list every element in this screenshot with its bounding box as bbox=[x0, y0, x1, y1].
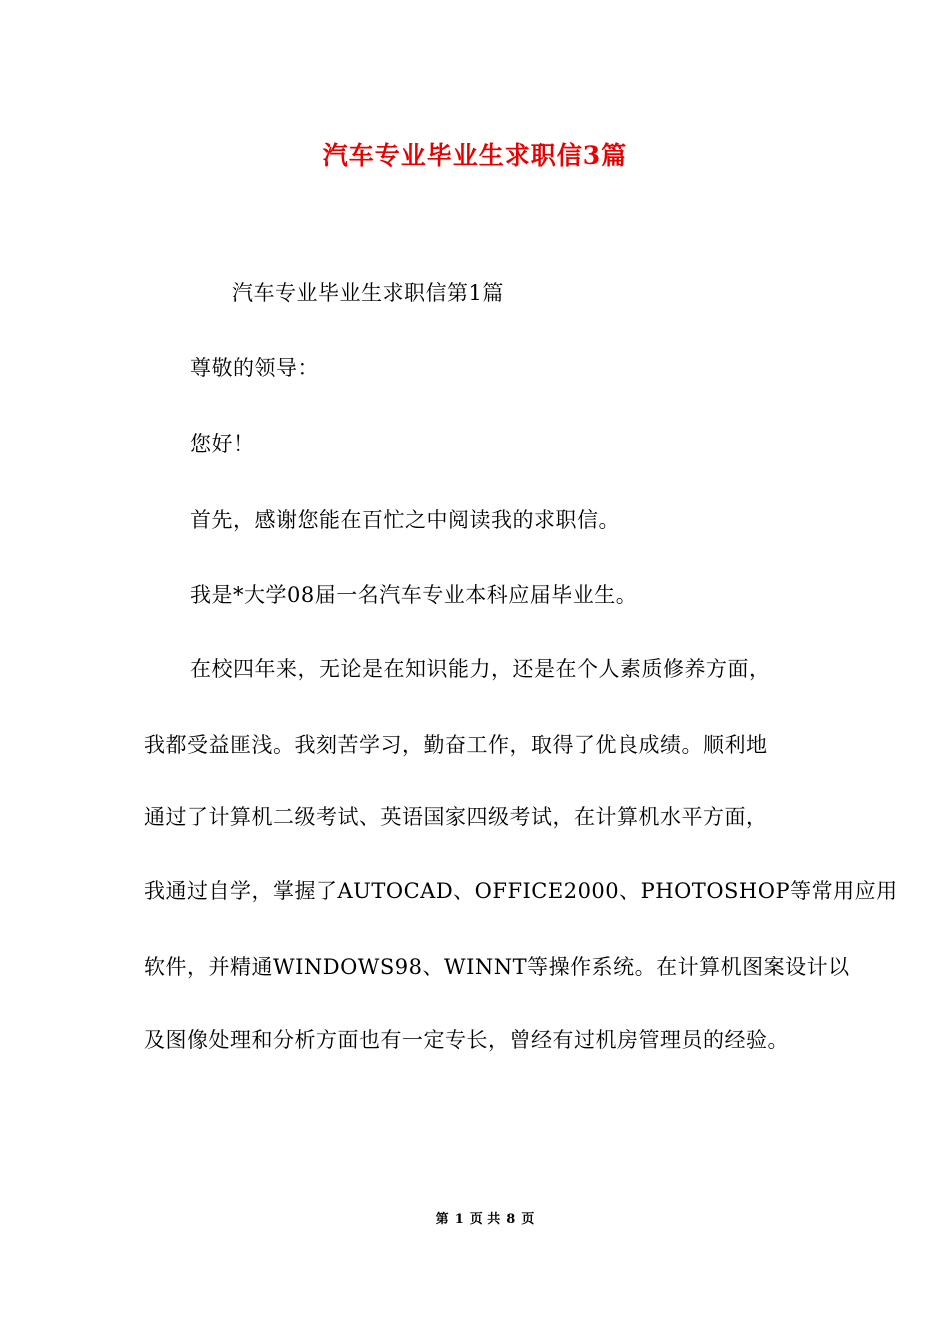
paragraph-line: 在校四年来，无论是在知识能力，还是在个人素质修养方面， bbox=[190, 657, 771, 681]
document-title: 汽车专业毕业生求职信3篇 bbox=[322, 141, 628, 170]
footer-middle: 页 共 bbox=[469, 1212, 501, 1227]
section-heading: 汽车专业毕业生求职信第1篇 bbox=[232, 281, 504, 305]
footer-prefix: 第 bbox=[435, 1212, 449, 1227]
paragraph-line: 我是*大学08届一名汽车专业本科应届毕业生。 bbox=[190, 583, 638, 607]
paragraph-line: 及图像处理和分析方面也有一定专长，曾经有过机房管理员的经验。 bbox=[144, 1028, 789, 1052]
paragraph-line: 通过了计算机二级考试、英语国家四级考试，在计算机水平方面， bbox=[144, 805, 768, 829]
salutation: 尊敬的领导： bbox=[190, 356, 319, 380]
page-footer bbox=[0, 1208, 950, 1227]
paragraph-line: 软件，并精通WINDOWS98、WINNT等操作系统。在计算机图案设计以 bbox=[144, 955, 850, 979]
greeting: 您好！ bbox=[190, 432, 255, 456]
footer-total-pages: 8 bbox=[506, 1212, 516, 1227]
footer-suffix: 页 bbox=[521, 1212, 535, 1227]
footer-page-number: 1 bbox=[454, 1212, 464, 1227]
paragraph-line: 我通过自学，掌握了AUTOCAD、OFFICE2000、PHOTOSHOP等常用应用 bbox=[144, 879, 898, 903]
paragraph-line: 首先，感谢您能在百忙之中阅读我的求职信。 bbox=[190, 508, 620, 532]
paragraph-line: 我都受益匪浅。我刻苦学习，勤奋工作，取得了优良成绩。顺利地 bbox=[144, 733, 768, 757]
